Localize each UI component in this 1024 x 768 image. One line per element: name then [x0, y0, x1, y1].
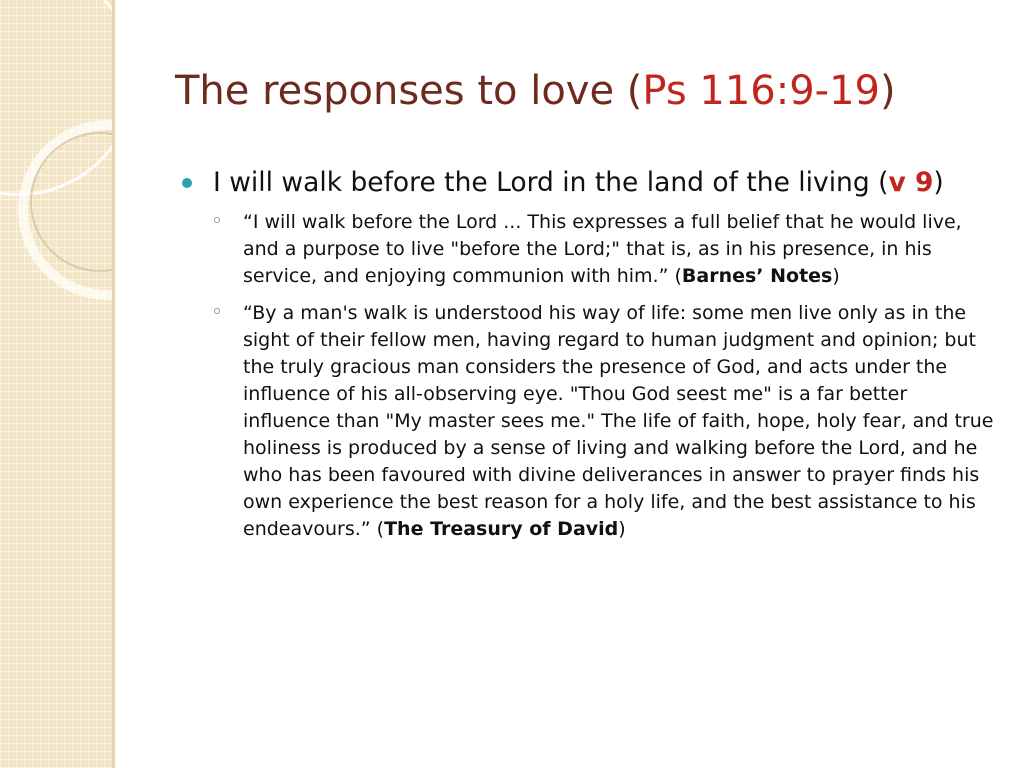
quote-text [243, 302, 993, 540]
quote-body: “I will walk before the Lord ... This expresses a full belief that he would live, and a purpose to live "before the Lord;" that is, as in his presence, in his service, and enjoying communion with him.” ( [243, 211, 962, 287]
verse-reference: v 9 [888, 167, 934, 198]
quote-close: ) [618, 518, 626, 540]
quote-source: Barnes’ Notes [681, 265, 833, 287]
decorative-side-band [0, 0, 112, 768]
quote-item [180, 300, 1000, 543]
side-band-edge [112, 0, 115, 768]
title-main: The responses to love ( [175, 68, 643, 114]
main-point [180, 166, 1000, 199]
quote-item [180, 209, 1000, 290]
quote-text [243, 211, 962, 287]
slide-body [180, 166, 1000, 553]
title-scripture-reference: Ps 116:9-19 [642, 68, 880, 114]
main-point-statement: I will walk before the Lord in the land of the living ( [213, 167, 889, 198]
bullet-icon [182, 178, 192, 188]
main-point-text [213, 167, 944, 198]
sub-bullet-icon [214, 308, 220, 314]
main-point-close: ) [933, 167, 944, 198]
title-close: ) [879, 68, 896, 114]
sub-bullet-icon [214, 217, 220, 223]
quote-close: ) [832, 265, 840, 287]
quote-source: The Treasury of David [384, 518, 619, 540]
slide-title [175, 68, 896, 114]
quote-body: “By a man's walk is understood his way of life: some men live only as in the sight of their fellow men, having regard to human judgment and opinion; but the truly gracious man considers the presence of God, and acts under the influence of his all-observing eye. "Thou God seest me" is a far better influence than "My master sees me." The life of faith, hope, holy fear, and true holiness is produced by a sense of living and walking before the Lord, and he who has been favoured with divine deliverances in answer to prayer finds his own experience the best reason for a holy life, and the best assistance to his endeavours.” ( [243, 302, 994, 540]
